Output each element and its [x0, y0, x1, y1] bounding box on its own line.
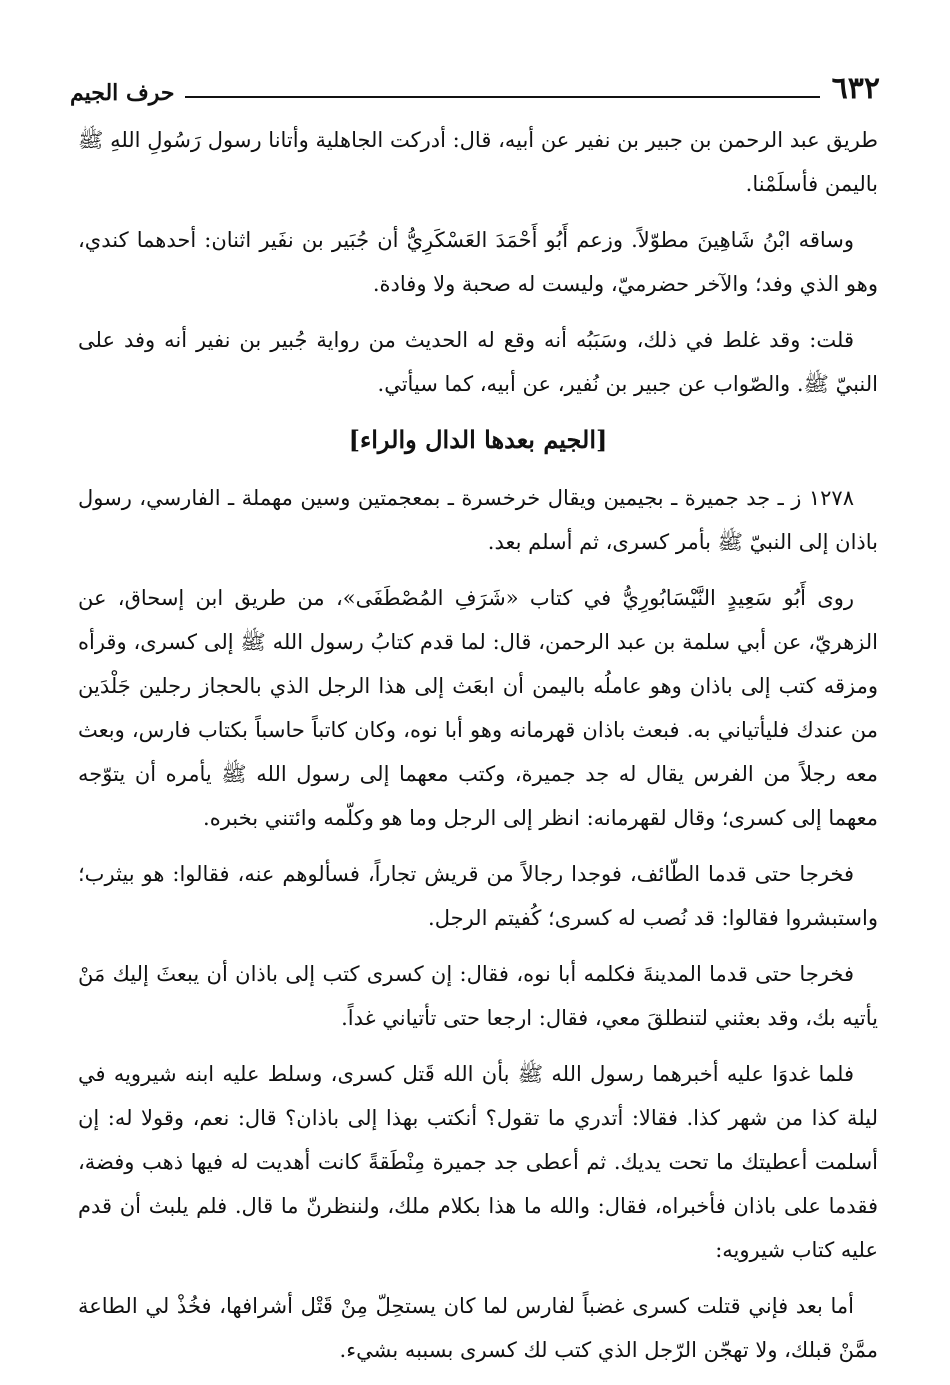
- paragraph: روى أَبُو سَعِيدٍ النَّيْسَابُورِيُّ في كتاب «شَرَفِ المُصْطَفَى»، من طريق ابن إسحاق، عن الزهريّ، عن أبي سلمة بن عبد الرحمن، قال: لما قدم كتابُ رسول الله ﷺ إلى كسرى، وقرأه ومزقه كتب إلى باذان وهو عاملُه باليمن أن ابعَث إلى هذا الرجل الذي بالحجاز رجلين جَلْدَين من عندك فليأتياني به. فبعث باذان قهرمانه وهو أبا نوه، وكان كاتباً حاسباً بكتاب فارس، وبعث معه رجلاً من الفرس يقال له جد جميرة، وكتب معهما إلى رسول الله ﷺ يأمره أن يتوّجه معهما إلى كسرى؛ وقال لقهرمانه: انظر إلى الرجل وما هو وكلّمه وائتني بخبره.: [78, 586, 878, 830]
- page-body: [78, 118, 878, 1384]
- paragraph: قلت: وقد غلط في ذلك، وسَبَبُه أنه وقع له الحديث من رواية جُبير بن نفير أنه وفد على النبيّ ﷺ. والصّواب عن جبير بن نُفير، عن أبيه، كما سيأتي.: [78, 328, 878, 396]
- paragraph: وساقه ابْنُ شَاهِينَ مطوّلاً. وزعم أَبُو أَحْمَدَ العَسْكَرِيُّ أن جُبَير بن نفَير اثنان: أحدهما كندي، وهو الذي وفد؛ والآخر حضرميّ، وليست له صحبة ولا وفادة.: [78, 228, 878, 296]
- entry-paragraph: ١٢٧٨ ز ـ جد جميرة ـ بجيمين ويقال خرخسرة ـ بمعجمتين وسين مهملة ـ الفارسي، رسول باذان إلى النبيّ ﷺ بأمر كسرى، ثم أسلم بعد.: [78, 486, 878, 554]
- page-number: ٦٣٢: [831, 71, 880, 106]
- paragraph: فلما غدوَا عليه أخبرهما رسول الله ﷺ بأن الله قَتل كسرى، وسلط عليه ابنه شيرويه في ليلة كذا من شهر كذا. فقالا: أتدري ما تقول؟ أنكتب بهذا إلى باذان؟ قال: نعم، وقولا له: إن أسلمت أعطيتك ما تحت يديك. ثم أعطى جد جميرة مِنْطَقةً كانت أهديت له فيها ذهب وفضة، فقدما على باذان فأخبراه، فقال: والله ما هذا بكلام ملك، ولننظرنّ ما قال. فلم يلبث أن قدم عليه كتاب شيرويه:: [78, 1062, 878, 1262]
- running-title: حرف الجيم: [70, 80, 175, 106]
- paragraph: طريق عبد الرحمن بن جبير بن نفير عن أبيه، قال: أدركت الجاهلية وأتانا رسول رَسُولِ اللهِ ﷺ باليمن فأسلَمْنا.: [78, 128, 878, 196]
- page-header: [70, 64, 880, 104]
- paragraph: أما بعد فإني قتلت كسرى غضباً لفارس لما كان يستحِلّ مِنْ قَتْل أشرافها، فخُذْ لي الطاعة ممَّنْ قبلك، ولا تهجّن الرّجل الذي كتب لك كسرى بسببه بشيء.: [78, 1294, 878, 1362]
- header-rule: [185, 96, 820, 98]
- paragraph: فخرجا حتى قدما المدينةَ فكلمه أبا نوه، فقال: إن كسرى كتب إلى باذان أن يبعثَ إليك مَنْ يأتيه بك، وقد بعثني لتنطلقَ معي، فقال: ارجعا حتى تأتياني غداً.: [78, 962, 878, 1030]
- paragraph: فخرجا حتى قدما الطّائف، فوجدا رجالاً من قريش تجاراً، فسألوهم عنه، فقالوا: هو بيثرب؛ واستبشروا فقالوا: قد نُصب له كسرى؛ كُفيتم الرجل.: [78, 862, 878, 930]
- section-heading: [الجيم بعدها الدال والراء]: [348, 425, 608, 454]
